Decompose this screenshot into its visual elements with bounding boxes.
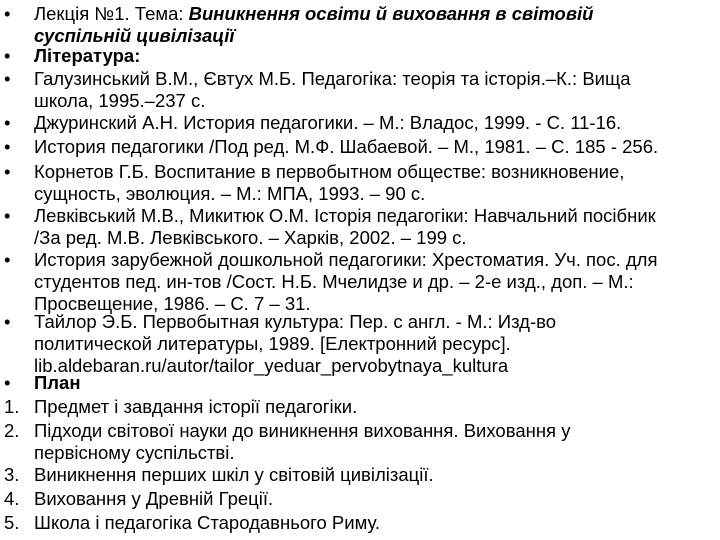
reference-line: студентов пед. ин-тов /Сост. Н.Б. Мчелидзе и др. – 2-е изд., доп. – М.:: [34, 271, 634, 292]
reference-line: lib.aldebaran.ru/autor/tailor_yeduar_pervobytnaya_kultura: [34, 355, 509, 376]
plan-number: 4.: [4, 488, 20, 509]
literature-heading: Література:: [34, 45, 141, 66]
bullet: •: [4, 112, 11, 133]
bullet: •: [4, 136, 11, 157]
plan-number: 1.: [4, 396, 20, 417]
reference-line: Джуринский А.Н. История педагогики. – М.: Владос, 1999. - С. 11-16.: [34, 112, 622, 133]
plan-number: 5.: [4, 512, 20, 533]
lecture-prefix: Лекція №1. Тема:: [34, 3, 189, 24]
bullet: •: [4, 311, 11, 332]
bullet: •: [4, 45, 11, 66]
plan-number: 2.: [4, 420, 20, 441]
plan-line: Підходи світової науки до виникнення виховання. Виховання у: [34, 420, 571, 441]
plan-line: Предмет і завдання історії педагогіки.: [34, 396, 358, 417]
lecture-title-line-2: суспільній цивілізації: [34, 25, 235, 46]
plan-line: первісному суспільстві.: [34, 442, 235, 463]
reference-line: политической литературы, 1989. [Електронний ресурс].: [34, 333, 511, 354]
plan-line: Школа і педагогіка Стародавнього Риму.: [34, 512, 381, 533]
reference-line: Тайлор Э.Б. Первобытная культура: Пер. с англ. - М.: Изд-во: [34, 311, 557, 332]
reference-line: сущность, эволюция. – М.: МПА, 1993. – 90 с.: [34, 183, 426, 204]
reference-line: школа, 1995.–237 с.: [34, 90, 206, 111]
reference-line: Левківський М.В., Микитюк О.М. Історія педагогіки: Навчальний посібник: [34, 205, 656, 226]
bullet: •: [4, 3, 11, 24]
plan-number: 3.: [4, 464, 20, 485]
plan-heading: План: [34, 372, 81, 393]
reference-line: Галузинський В.М., Євтух М.Б. Педагогіка: теорія та історія.–К.: Вища: [34, 68, 631, 89]
reference-line: Просвещение, 1986. – С. 7 – 31.: [34, 293, 311, 314]
bullet: •: [4, 68, 11, 89]
bullet: •: [4, 372, 11, 393]
reference-line: История зарубежной дошкольной педагогики: Хрестоматия. Уч. пос. для: [34, 249, 658, 270]
bullet: •: [4, 161, 11, 182]
lecture-title-line-1: Виникнення освіти й виховання в світовій: [188, 3, 594, 24]
reference-line: Корнетов Г.Б. Воспитание в первобытном обществе: возникновение,: [34, 161, 625, 182]
plan-line: Виникнення перших шкіл у світовій цивілізації.: [34, 464, 434, 485]
reference-line: /За ред. М.В. Левківського. – Харків, 2002. – 199 с.: [34, 227, 467, 248]
bullet: •: [4, 249, 11, 270]
plan-line: Виховання у Древній Греції.: [34, 488, 274, 509]
bullet: •: [4, 205, 11, 226]
reference-line: История педагогики /Под ред. М.Ф. Шабаевой. – М., 1981. – С. 185 - 256.: [34, 136, 659, 157]
